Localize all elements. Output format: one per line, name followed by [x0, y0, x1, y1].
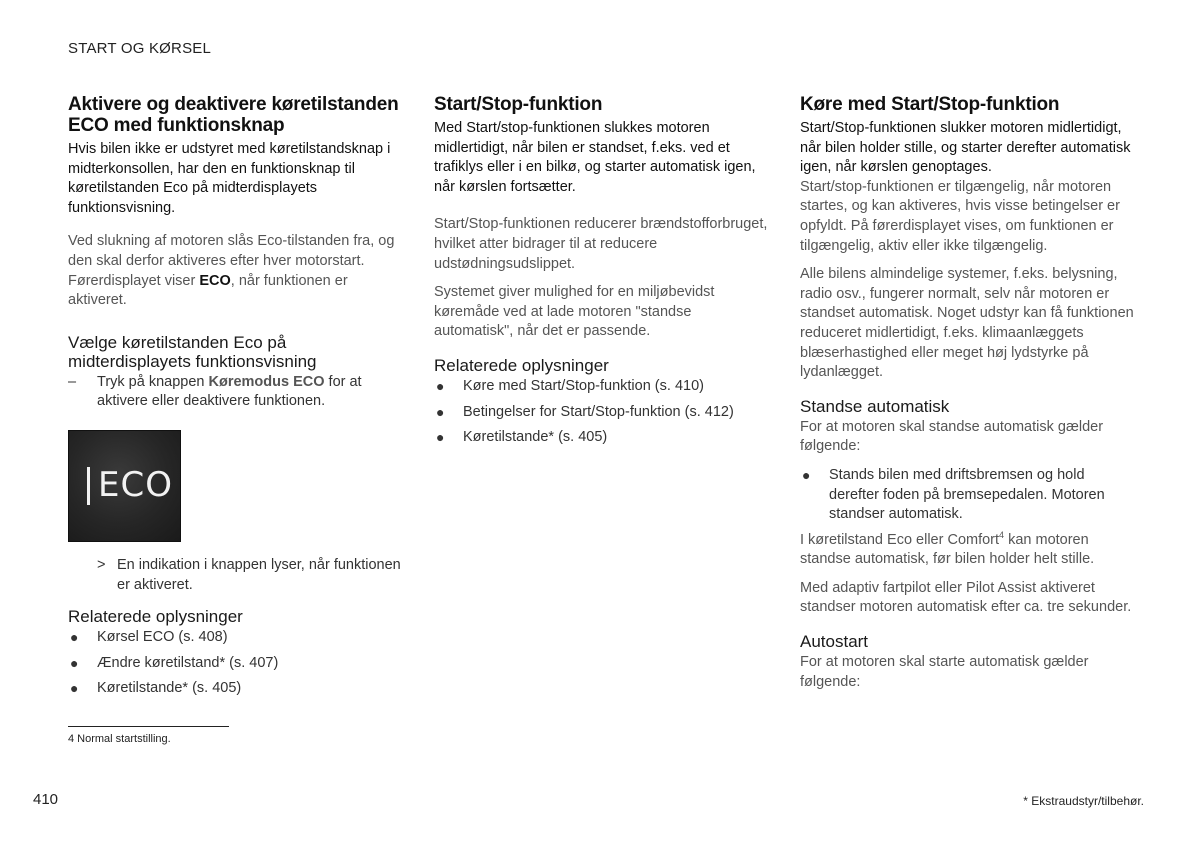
footnote: 4 Normal startstilling. [68, 733, 171, 745]
eco-related-heading: Relaterede oplysninger [68, 607, 243, 627]
step-marker: – [68, 373, 77, 390]
result-marker: > [97, 556, 106, 573]
eco-step: – Tryk på knappen Køremodus ECO for at aktivere eller deaktivere funktionen. [68, 373, 362, 410]
eco-intro: Hvis bilen ikke er udstyret med køretilstandsknap i midterkonsollen, har den en funktionsknap til køretilstanden Eco på midterdisplayets funktionsvisning. [68, 141, 391, 216]
start-stop-related-heading: Relaterede oplysninger [434, 355, 609, 375]
eco-indicator-bar [87, 467, 90, 505]
eco-button-image [68, 430, 181, 542]
bullet-icon: ● [802, 466, 811, 483]
eco-result: > En indikation i knappen lyser, når funktionen er aktiveret. [97, 556, 401, 593]
start-stop-title: Start/Stop-funktion [434, 94, 603, 115]
eco-button-name: Køremodus ECO [208, 373, 325, 390]
autostart-intro: For at motoren skal starte automatisk gælder følgende: [800, 654, 1089, 690]
eco-title: Aktivere og deaktivere køretilstanden ECO med funktionsknap [68, 94, 399, 136]
drive-start-stop-paragraph-1: Start/stop-funktionen er tilgængelig, når motoren startes, og kan aktiveres, hvis visse betingelser er opfyldt. På førerdisplayet vises, om funktionen er tilgængelig, aktiv eller ikke tilgængelig. [800, 178, 1120, 254]
column-eco [68, 94, 404, 705]
footnote-divider [68, 726, 229, 727]
related-link[interactable]: ● Betingelser for Start/Stop-funktion (s. 412) [434, 403, 770, 423]
drive-start-stop-title: Køre med Start/Stop-funktion [800, 94, 1060, 115]
bullet-icon: ● [436, 429, 445, 446]
related-link[interactable]: ● Ændre køretilstand* (s. 407) [68, 654, 404, 674]
related-link[interactable]: ● Køretilstande* (s. 405) [434, 428, 770, 448]
section-header: START OG KØRSEL [68, 40, 212, 57]
bullet-icon: ● [70, 654, 79, 671]
start-stop-intro: Med Start/stop-funktionen slukkes motoren midlertidigt, når bilen er standset, f.eks. ved et trafiklys eller i en bilkø, og starter automatisk igen, når kørslen fortsætter. [434, 120, 756, 195]
list-item: ● Stands bilen med driftsbremsen og hold derefter foden på bremsepedalen. Motoren standser automatisk. [802, 466, 1105, 523]
eco-related-list [68, 628, 404, 699]
auto-stop-heading: Standse automatisk [800, 396, 950, 416]
accessory-note: * Ekstraudstyr/tilbehør. [1023, 794, 1144, 808]
bullet-icon: ● [436, 403, 445, 420]
auto-stop-list [800, 466, 1136, 525]
eco-indicator-text: ECO [199, 272, 231, 289]
related-link[interactable]: ● Køretilstande* (s. 405) [68, 679, 404, 699]
start-stop-paragraph-1: Start/Stop-funktionen reducerer brændstofforbruget, hvilket atter bidrager til at reducere udstødningsudslippet. [434, 216, 768, 272]
bullet-icon: ● [70, 680, 79, 697]
auto-stop-intro: For at motoren skal standse automatisk gælder følgende: [800, 418, 1104, 455]
footnote-ref: 4 [999, 529, 1005, 540]
start-stop-related-list [434, 377, 770, 448]
auto-stop-paragraph-4: Med adaptiv fartpilot eller Pilot Assist aktiveret standser motoren automatisk efter ca. tre sekunder. [800, 579, 1132, 616]
eco-paragraph: Ved slukning af motoren slås Eco-tilstanden fra, og den skal derfor aktiveres efter hver motorstart. Førerdisplayet viser ECO, når funktionen er aktiveret. [68, 233, 395, 309]
drive-start-stop-intro: Start/Stop-funktionen slukker motoren midlertidigt, når bilen holder stille, og starter derefter automatisk igen, når kørslen genoptages. [800, 120, 1131, 176]
page-number: 410 [33, 791, 59, 808]
related-link[interactable]: ● Kørsel ECO (s. 408) [68, 628, 404, 648]
eco-subheading: Vælge køretilstanden Eco på midterdisplayets funktionsvisning [68, 332, 317, 371]
bullet-icon: ● [436, 377, 445, 394]
related-link[interactable]: ● Køre med Start/Stop-funktion (s. 410) [434, 377, 770, 397]
autostart-heading: Autostart [800, 632, 869, 652]
start-stop-paragraph-2: Systemet giver mulighed for en miljøbevidst køremåde ved at lade motoren "standse automatisk", når det er passende. [434, 284, 715, 340]
column-drive-start-stop [800, 94, 1136, 692]
column-start-stop [434, 94, 770, 454]
eco-button-label: ECO [98, 464, 173, 505]
auto-stop-paragraph-3: I køretilstand Eco eller Comfort$^4$ kan motoren standse automatisk, før bilen holder helt stille. [800, 529, 1095, 568]
bullet-icon: ● [70, 629, 79, 646]
drive-start-stop-paragraph-2: Alle bilens almindelige systemer, f.eks. belysning, radio osv., fungerer normalt, selv når motoren er standset automatisk. Noget udstyr kan få funktionen reduceret midlertidigt, f.eks. klimaanlæggets blæserhastighed eller meget høj lydstyrke på lydanlægget. [800, 266, 1134, 381]
